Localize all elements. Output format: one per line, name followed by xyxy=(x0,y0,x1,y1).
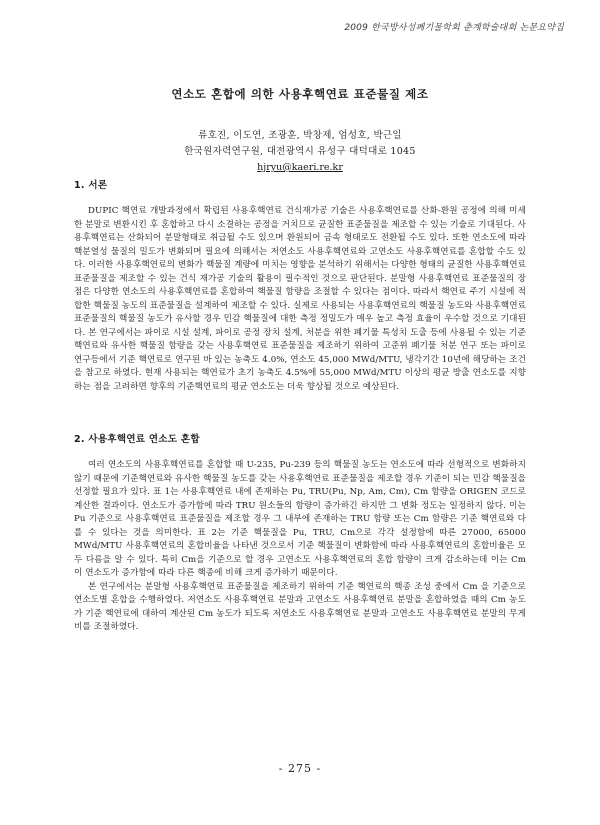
author-list: 류호진, 이도연, 조광훈, 박창제, 엄성호, 박근일 xyxy=(198,130,402,141)
section-paragraph: DUPIC 핵연료 개발과정에서 확립된 사용후핵연료 건식재가공 기술은 사용후핵연료를 산화-환원 공정에 의해 미세한 분말로 변환시킨 후 혼합하고 다시 소결하는 공정을 거치므로 균질한 표준물질을 제조할 수 있는 기술로 기대된다. 사용후핵연료는 산화되어 분말형태로 취급될 수도 있으며 환원되어 금속 형태로도 전환될 수도 있다. 또한 연소도에 따라 핵분열성 물질의 밀도가 변화되며 필요에 의해서는 저연소도 사용후핵연료와 고연소도 사용후핵연료를 혼합할 수도 있다. 이러한 사용후핵연료의 변화가 핵물질 계량에 미치는 영향을 분석하기 위해서는 다양한 형태의 균질한 사용후핵연료 표준물질을 제조할 수 있는 건식 재가공 기술의 활용이 필수적인 것으로 판단된다. 분말형 사용후핵연료 표준물질의 장점은 다양한 연소도의 사용후핵연료를 혼합하여 핵물질 함량을 조절할 수 있다는 점이다. 따라서 핵연료 주기 시설에 적합한 핵물질 농도의 표준물질을 설계하여 제조할 수 있다. 실제로 사용되는 사용후핵연료의 핵물질 농도와 사용후핵연료 표준물질의 핵물질 농도가 유사할 경우 민감 핵물질에 대한 측정 정밀도가 매우 높고 측정 효율이 우수할 것으로 기대된다. 본 연구에서는 파이로 시설 설계, 파이로 공정 장치 설계, 처분을 위한 폐기물 특성치 도출 등에 사용될 수 있는 기준 핵연료와 유사한 핵물질 함량을 갖는 사용후핵연료 표준물질을 제조하기 위하여 고준위 폐기물 처분 연구 또는 파이로 연구등에서 기준 핵연료로 연구된 바 있는 농축도 4.0%, 연소도 45,000 MWd/MTU, 냉각기간 10년에 해당하는 조건을 참고로 하였다. 현재 사용되는 핵연료가 초기 농축도 4.5%에 55,000 MWd/MTU 이상의 평균 방출 연소도를 지향하는 점을 고려하면 향후의 기준핵연료의 평균 연소도는 더욱 향상될 것으로 예상된다. xyxy=(74,206,526,392)
page-number: - 275 - xyxy=(278,762,322,775)
author-email[interactable]: hjryu@kaeri.re.kr xyxy=(257,162,343,173)
section-paragraph: 여러 연소도의 사용후핵연료를 혼합할 때 U-235, Pu-239 등의 핵물질 농도는 연소도에 따라 선형적으로 변화하지 않기 때문에 기준핵연료와 유사한 핵물질 농도를 갖는 사용후핵연료 표준물질을 제조할 경우 기준이 되는 민감 핵물질을 선정할 필요가 있다. 표 1는 사용후핵연료 내에 존재하는 Pu, TRU(Pu, Np, Am, Cm), Cm 함량을 ORIGEN 코드로 계산한 결과이다. 연소도가 증가함에 따라 TRU 원소들의 함량이 증가하긴 하지만 그 변화 정도는 일정하지 않다. 이는 Pu 기준으로 사용후핵연료 표준물질을 제조할 경우 그 내부에 존재하는 TRU 함량 또는 Cm 함량은 기준 핵연료와 다를 수 있다는 것을 의미한다. 표 2는 기준 핵물질을 Pu, TRU, Cm으로 각각 설정함에 따른 27000, 65000 MWd/MTU 사용후핵연료의 혼합비율을 나타낸 것으로서 기준 핵물질이 변화함에 따라 사용후핵연료의 혼합비율은 모두 다름을 알 수 있다. 특히 Cm을 기준으로 할 경우 고연소도 사용후핵연료의 혼합 함량이 크게 감소하는데 이는 Cm 이 연소도가 증가함에 따라 다른 핵종에 비해 크게 증가하기 때문이다. xyxy=(74,460,526,578)
section-heading: 1. 서론 xyxy=(74,180,108,191)
section-paragraph: 본 연구에서는 분말형 사용후핵연료 표준물질을 제조하기 위하여 기준 핵연료의 핵종 조성 중에서 Cm 을 기준으로 연소도별 혼합을 수행하였다. 저연소도 사용후핵연료 분말과 고연소도 사용후핵연료 분말을 혼합하였을 때의 Cm 농도가 기준 핵연료에 대하여 계산된 Cm 농도가 되도록 저연소도 사용후핵연료 분말과 고연소도 사용후핵연료 분말의 무게비를 조절하였다. xyxy=(74,581,526,632)
section-introduction xyxy=(74,177,526,394)
section-heading: 2. 사용후핵연료 연소도 혼합 xyxy=(74,434,200,445)
paper-title: 연소도 혼합에 의한 사용후핵연료 표준물질 제조 xyxy=(171,87,429,101)
affiliation: 한국원자력연구원, 대전광역시 유성구 대덕대로 1045 xyxy=(184,146,416,157)
title-block xyxy=(0,86,600,176)
section-burnup-mixing xyxy=(74,431,526,635)
running-header: 2009 한국방사성폐기물학회 춘계학술대회 논문요약집 xyxy=(344,23,564,33)
